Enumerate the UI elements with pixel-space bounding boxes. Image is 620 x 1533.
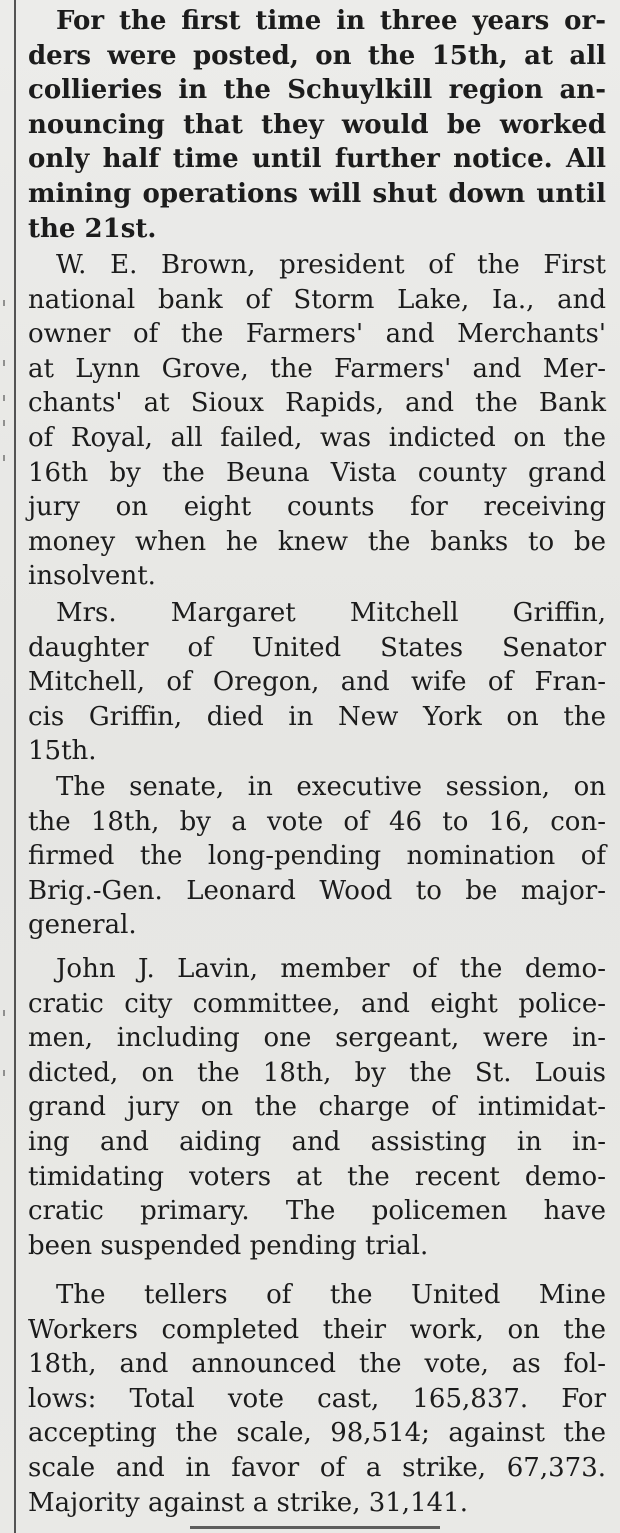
- text-line: Mrs. Margaret Mitchell Griffin,: [56, 598, 606, 628]
- margin-speck: [3, 300, 5, 306]
- text-line: cratic city committee, and eight police-: [28, 988, 606, 1019]
- text-line: For the first time in three years or-: [56, 6, 606, 36]
- text-line: general.: [28, 910, 137, 941]
- text-line: grand jury on the charge of intimidat-: [28, 1092, 606, 1123]
- text-line: the 18th, by a vote of 46 to 16, con-: [28, 806, 606, 837]
- text-line: ders were posted, on the 15th, at all: [28, 40, 606, 71]
- text-line: Majority against a strike, 31,141.: [28, 1487, 468, 1518]
- news-paragraph-schuylkill: [28, 4, 606, 246]
- text-line: national bank of Storm Lake, Ia., and: [28, 284, 606, 315]
- text-line: nouncing that they would be worked: [28, 109, 606, 140]
- margin-speck: [3, 1070, 5, 1076]
- text-line: chants' at Sioux Rapids, and the Bank: [28, 388, 606, 419]
- text-line: of Royal, all failed, was indicted on the: [28, 422, 606, 453]
- news-paragraph-mine-workers-vote: [28, 1278, 606, 1520]
- text-line: collieries in the Schuylkill region an-: [28, 75, 606, 106]
- text-line: men, including one sergeant, were in-: [28, 1023, 606, 1054]
- text-line: lows: Total vote cast, 165,837. For: [28, 1383, 606, 1414]
- text-line: money when he knew the banks to be: [28, 526, 606, 557]
- text-line: dicted, on the 18th, by the St. Louis: [28, 1057, 606, 1088]
- text-line: accepting the scale, 98,514; against the: [28, 1418, 606, 1449]
- news-paragraph-lavin-indicted: [28, 952, 606, 1263]
- text-line: only half time until further notice. All: [28, 144, 606, 175]
- text-line: timidating voters at the recent demo-: [28, 1161, 606, 1192]
- text-line: cratic primary. The policemen have: [28, 1196, 606, 1227]
- text-line: owner of the Farmers' and Merchants': [28, 319, 606, 350]
- text-line: 15th.: [28, 736, 97, 767]
- text-line: The senate, in executive session, on: [56, 772, 606, 802]
- text-line: 16th by the Beuna Vista county grand: [28, 457, 606, 488]
- margin-specks: [0, 0, 10, 1533]
- text-line: Mitchell, of Oregon, and wife of Fran-: [28, 667, 606, 698]
- margin-speck: [3, 1010, 5, 1016]
- text-line: Workers completed their work, on the: [28, 1314, 606, 1345]
- margin-speck: [3, 455, 5, 461]
- text-line: mining operations will shut down until: [28, 178, 606, 209]
- news-paragraph-brown-indicted: [28, 248, 606, 594]
- margin-speck: [3, 360, 5, 366]
- text-line: at Lynn Grove, the Farmers' and Mer-: [28, 353, 606, 384]
- text-line: 18th, and announced the vote, as fol-: [28, 1349, 606, 1380]
- news-paragraph-griffin-death: [28, 596, 606, 769]
- text-line: The tellers of the United Mine: [56, 1280, 606, 1310]
- text-line: firmed the long-pending nomination of: [28, 841, 606, 872]
- text-line: the 21st.: [28, 213, 157, 244]
- text-line: jury on eight counts for receiving: [28, 492, 606, 523]
- text-line: insolvent.: [28, 561, 156, 592]
- margin-speck: [3, 420, 5, 426]
- text-line: daughter of United States Senator: [28, 632, 606, 663]
- article-end-rule: [190, 1526, 440, 1529]
- column-rule-left: [14, 0, 16, 1533]
- text-line: ing and aiding and assisting in in-: [28, 1126, 606, 1157]
- text-line: Brig.-Gen. Leonard Wood to be major-: [28, 875, 606, 906]
- news-paragraph-senate-wood: [28, 770, 606, 943]
- text-line: scale and in favor of a strike, 67,373.: [28, 1452, 606, 1483]
- text-line: been suspended pending trial.: [28, 1230, 429, 1261]
- text-line: John J. Lavin, member of the demo-: [56, 954, 606, 984]
- text-line: W. E. Brown, president of the First: [56, 250, 606, 280]
- text-line: cis Griffin, died in New York on the: [28, 701, 606, 732]
- margin-speck: [3, 395, 5, 401]
